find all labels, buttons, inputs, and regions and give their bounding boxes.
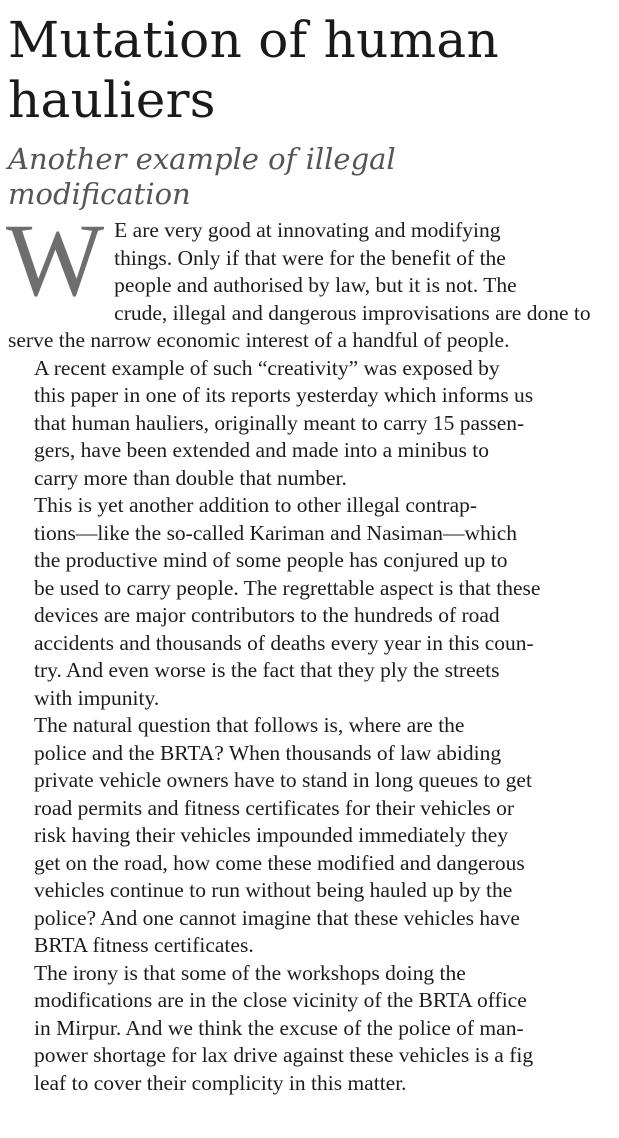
paragraph-3 bbox=[8, 492, 611, 712]
text-line: BRTA fitness certificates. bbox=[34, 933, 254, 957]
text-line: vehicles continue to run without being hauled up by the bbox=[34, 878, 513, 902]
text-line: with impunity. bbox=[34, 685, 160, 710]
text-line: This is yet another addition to other illegal contrap- bbox=[34, 493, 478, 517]
text-line: road permits and fitness certificates for their vehicles or bbox=[34, 795, 514, 820]
paragraph-2 bbox=[8, 355, 611, 493]
text-line: private vehicle owners have to stand in long queues to get bbox=[34, 768, 532, 792]
article-body bbox=[6, 203, 611, 1097]
text-line: people and authorised by law, but it is not. The bbox=[114, 273, 517, 297]
text-line: The irony is that some of the workshops doing the bbox=[34, 960, 466, 985]
text-line: power shortage for lax drive against these vehicles is a fig bbox=[34, 1043, 534, 1067]
text-line: carry more than double that number. bbox=[34, 465, 347, 490]
headline bbox=[8, 10, 611, 130]
text-line: that human hauliers, originally meant to carry 15 passen- bbox=[34, 410, 525, 435]
editorial-article bbox=[8, 0, 611, 1097]
text-line: crude, illegal and dangerous improvisations are done to bbox=[114, 300, 591, 325]
text-line: tions—like the so-called Kariman and Nasiman—which bbox=[34, 520, 518, 545]
text-line: get on the road, how come these modified and dangerous bbox=[34, 850, 525, 875]
headline-line-2: hauliers bbox=[8, 71, 216, 129]
text-line: leaf to cover their complicity in this matter. bbox=[34, 1070, 407, 1095]
text-line: modifications are in the close vicinity of the BRTA office bbox=[34, 988, 527, 1012]
subheadline-line-1: Another example of illegal bbox=[8, 142, 396, 176]
text-line: police? And one cannot imagine that these vehicles have bbox=[34, 905, 520, 930]
text-line: this paper in one of its reports yesterday which informs us bbox=[34, 383, 534, 407]
text-line: risk having their vehicles impounded immediately they bbox=[34, 823, 509, 847]
text-line: A recent example of such “creativity” was exposed by bbox=[34, 355, 500, 380]
text-line: gers, have been extended and made into a minibus to bbox=[34, 438, 489, 462]
text-line: things. Only if that were for the benefit of the bbox=[114, 245, 506, 270]
headline-line-1: Mutation of human bbox=[8, 11, 500, 69]
subheadline-line-2: modification bbox=[8, 177, 191, 211]
paragraph-5 bbox=[8, 960, 611, 1098]
text-line: in Mirpur. And we think the excuse of the police of man- bbox=[34, 1015, 524, 1040]
subheadline bbox=[8, 142, 611, 212]
text-line: E are very good at innovating and modifying bbox=[114, 218, 501, 242]
paragraph-1 bbox=[6, 203, 611, 355]
text-line: the productive mind of some people has conjured up to bbox=[34, 548, 508, 572]
text-line: accidents and thousands of deaths every year in this coun- bbox=[34, 630, 534, 655]
text-line: try. And even worse is the fact that they ply the streets bbox=[34, 658, 500, 682]
drop-cap: W bbox=[6, 203, 105, 318]
text-line: devices are major contributors to the hundreds of road bbox=[34, 603, 500, 627]
text-line: police and the BRTA? When thousands of law abiding bbox=[34, 740, 502, 765]
text-line: The natural question that follows is, where are the bbox=[34, 713, 465, 737]
text-line: serve the narrow economic interest of a handful of people. bbox=[8, 328, 510, 352]
paragraph-4 bbox=[8, 712, 611, 960]
text-line: be used to carry people. The regrettable aspect is that these bbox=[34, 575, 541, 600]
